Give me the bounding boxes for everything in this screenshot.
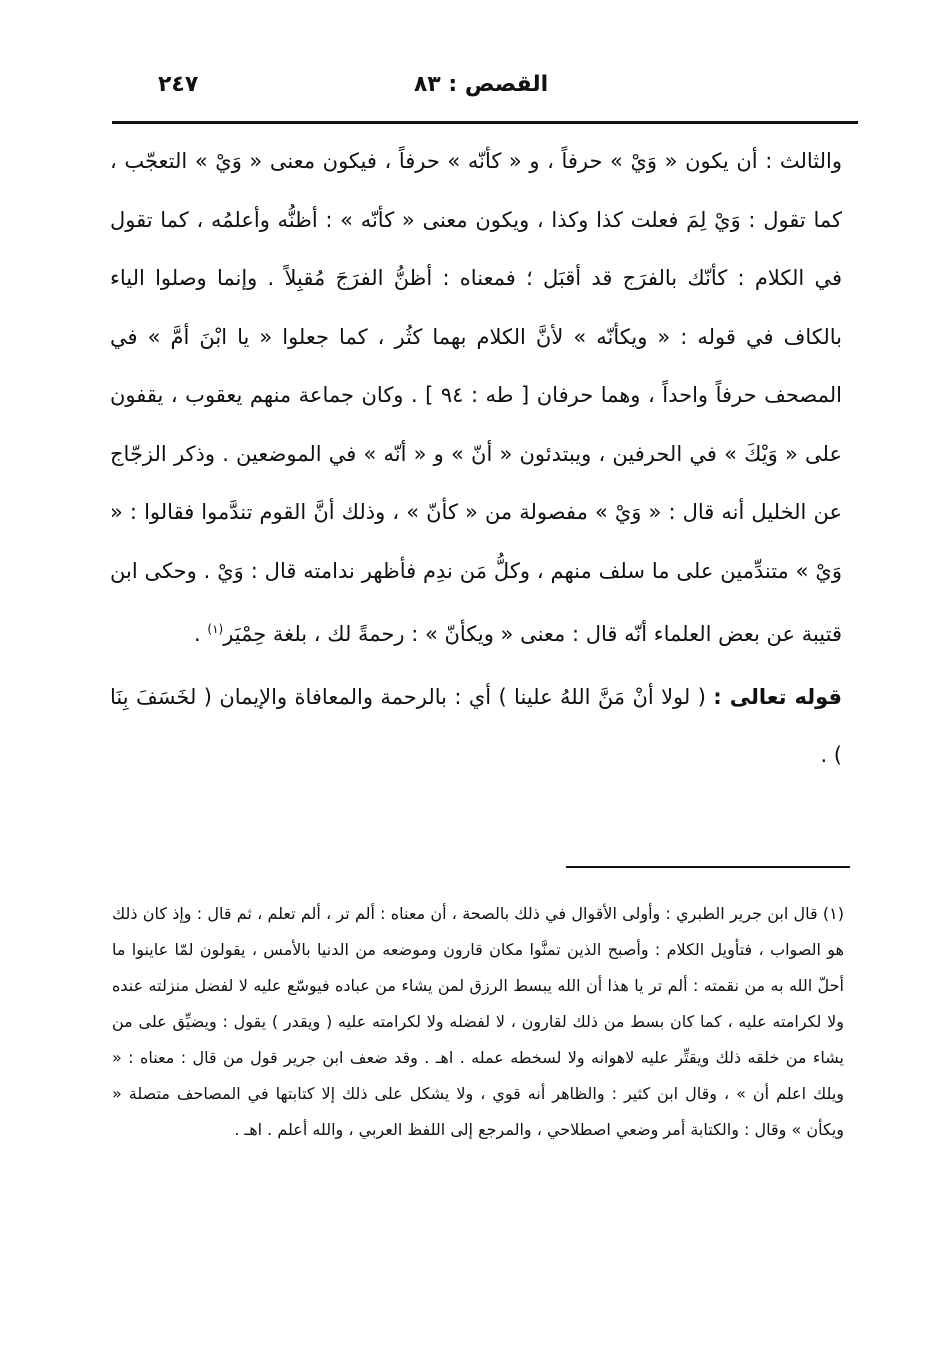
paragraph-end: . xyxy=(194,622,208,646)
main-text xyxy=(110,132,842,785)
header-divider xyxy=(112,121,858,124)
paragraph-verse xyxy=(110,668,842,785)
running-head: القصص : ٨٣ xyxy=(413,72,549,97)
footnote-reference: (١) xyxy=(207,622,224,636)
footnote-divider xyxy=(566,866,850,868)
footnotes xyxy=(112,896,844,1148)
page-number: ٢٤٧ xyxy=(158,72,199,97)
footnote-1: (١) قال ابن جرير الطبري : وأولى الأقوال في ذلك بالصحة ، أن معناه : ألم تر ، ألم تعلم ، ثم قال : وإذ كان ذلك هو الصواب ، فتأويل الكلام : وأصبح الذين تمنَّوا مكان قارون وموضعه من الدنيا بالأمس ، يقولون لمّا عاينوا ما أحلّ الله به من نقمته : ألم تر يا هذا أن الله يبسط الرزق لمن يشاء من عباده فيوسّع عليه لا لفضل منزلته عنده ولا لكرامته عليه ، كما كان بسط من ذلك لقارون ، لا لفضله ولا لكرامته عليه ( ويقدر ) يقول : ويضيِّق على من يشاء من خلقه ذلك ويقتِّر عليه لاهوانه ولا لسخطه عمله . اهـ . وقد ضعف ابن جرير قول من قال : معناه : « ويلك اعلم أن » ، وقال ابن كثير : والظاهر أنه قوي ، ولا يشكل على ذلك إلا كتابتها في المصاحف متصلة « ويكأن » وقال : والكتابة أمر وضعي اصطلاحي ، والمرجع إلى اللفظ العربي ، والله أعلم . اهـ . xyxy=(112,904,844,1139)
paragraph-explanation xyxy=(110,132,842,664)
page-header xyxy=(112,72,850,108)
paragraph-text: والثالث : أن يكون « وَيْ » حرفاً ، و « كأنّه » حرفاً ، فيكون معنى « وَيْ » التعجّب ، كما تقول : وَيْ لِمَ فعلت كذا وكذا ، ويكون معنى « كأنّه » : أظنُّه وأعلمُه ، كما تقول في الكلام : كأنّك بالفرَج قد أقبَل ؛ فمعناه : أظنُّ الفرَجَ مُقبِلاً . وإنما وصلوا الياء بالكاف في قوله : « ويكأنّه » لأنَّ الكلام بهما كثُر ، كما جعلوا « يا ابْنَ أمَّ » في المصحف حرفاً واحداً ، وهما حرفان [ طه : ٩٤ ] . وكان جماعة منهم يعقوب ، يقفون على « وَيْكَ » في الحرفين ، ويبتدئون « أنّ » و « أنّه » في الموضعين . وذكر الزجّاج عن الخليل أنه قال : « وَيْ » مفصولة من « كأنّ » ، وذلك أنَّ القوم تندَّموا فقالوا : « وَيْ » متندِّمين على ما سلف منهم ، وكلُّ مَن ندِم فأظهر ندامته قال : وَيْ . وحكى ابن قتيبة عن بعض العلماء أنّه قال : معنى « ويكأنّ » : رحمةً لك ، بلغة حِمْيَر xyxy=(110,149,842,646)
verse-label: قوله تعالى : xyxy=(713,684,843,709)
verse-text: ( لولا أنْ مَنَّ اللهُ علينا ) أي : بالرحمة والمعافاة والإيمان ( لخَسَفَ بِنَا ) . xyxy=(110,684,842,767)
